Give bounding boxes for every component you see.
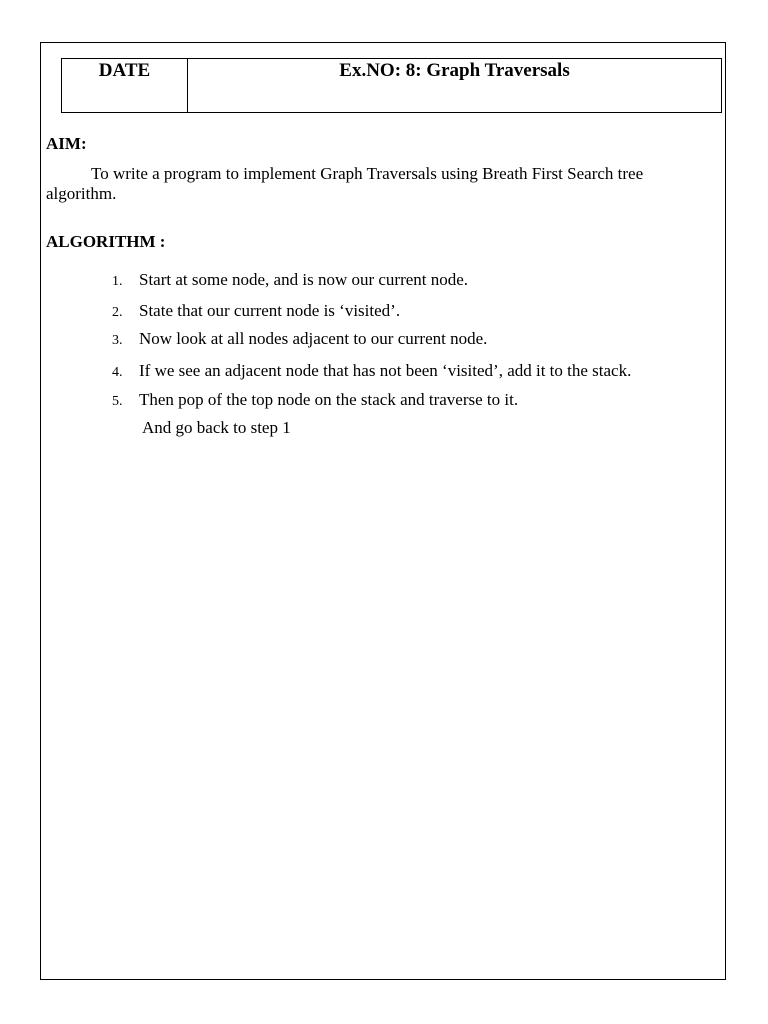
step-number: 4. (112, 365, 123, 380)
step-text: Then pop of the top node on the stack and traverse to it. (139, 390, 519, 409)
step-number: 3. (112, 333, 123, 348)
algorithm-step (112, 361, 631, 381)
step-number: 1. (112, 274, 123, 289)
step-text: State that our current node is ‘visited’. (139, 301, 401, 320)
aim-text: To write a program to implement Graph Traversals using Breath First Search tree algorithm. (46, 164, 644, 203)
algorithm-step (112, 270, 468, 290)
algorithm-step (112, 329, 487, 349)
step-number: 5. (112, 394, 123, 409)
algorithm-step (112, 301, 400, 321)
algorithm-heading: ALGORITHM : (46, 232, 166, 251)
date-label: DATE (62, 59, 188, 112)
step-text: If we see an adjacent node that has not been ‘visited’, add it to the stack. (139, 361, 632, 380)
header-table (61, 58, 722, 113)
aim-heading: AIM: (46, 134, 87, 153)
algorithm-step (112, 390, 518, 410)
step-number: 2. (112, 305, 123, 320)
step-text: Start at some node, and is now our current node. (139, 270, 469, 289)
step-text: Now look at all nodes adjacent to our current node. (139, 329, 488, 348)
exercise-title: Ex.NO: 8: Graph Traversals (339, 60, 570, 81)
step-continuation: And go back to step 1 (142, 418, 291, 437)
